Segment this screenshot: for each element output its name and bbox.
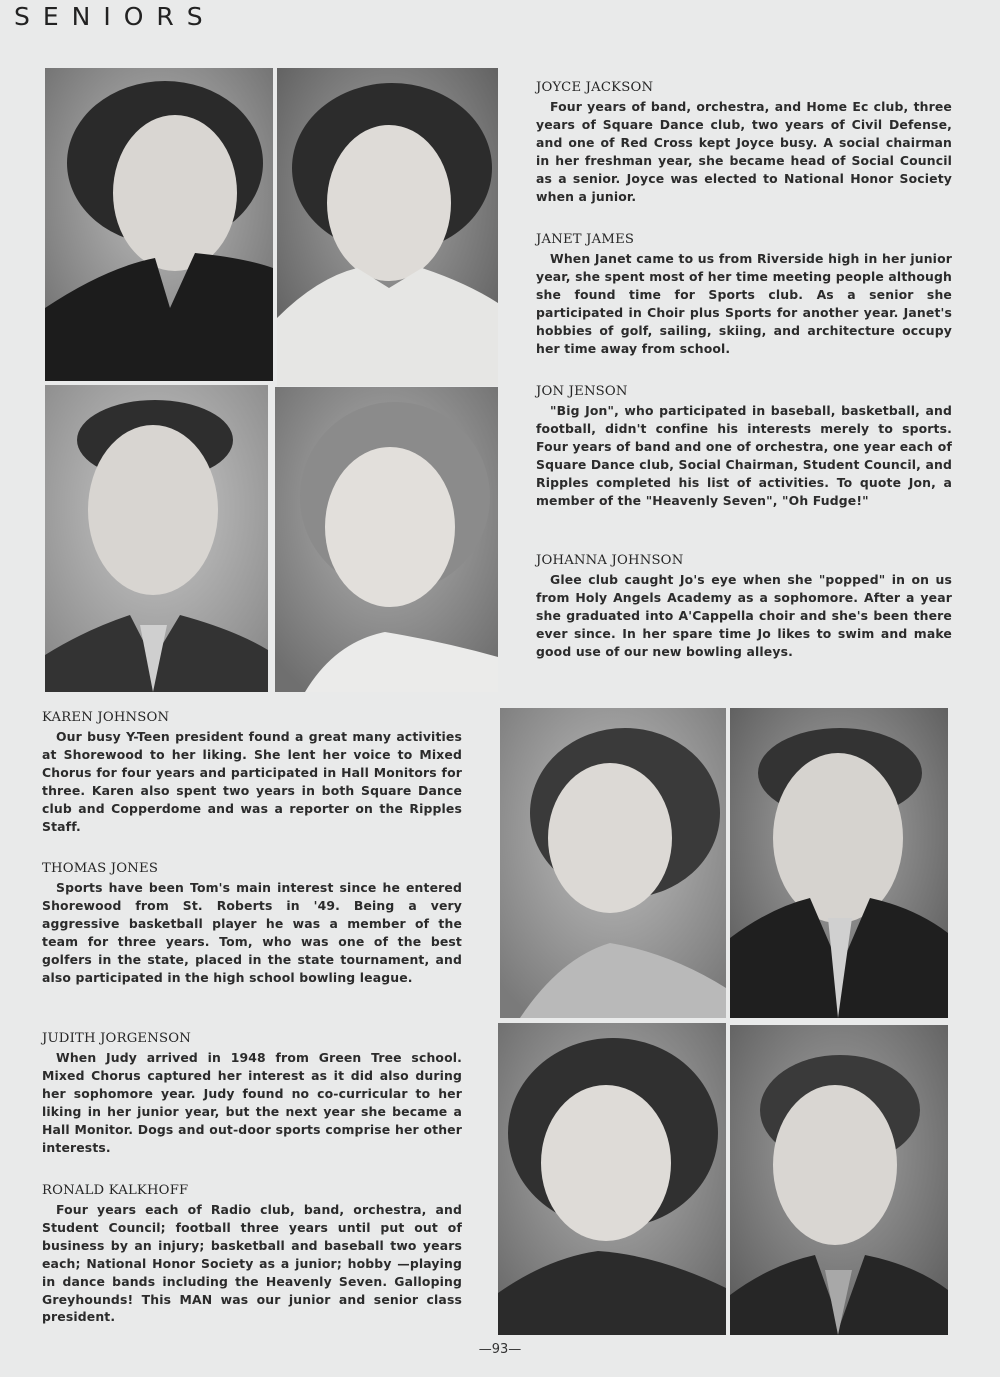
senior-bio: Sports have been Tom's main interest since he entered Shorewood from St. Roberts in '49. Being a very aggressive basketball player he was a member of the team for three years. Tom, who was one of the best golfers in the state, placed in the state tournament, and also participated in the high school bowling league. [42, 880, 462, 985]
senior-entry-thomas-jones [42, 861, 462, 986]
portrait-photo-karen-johnson [500, 708, 726, 1018]
senior-entry-joyce-jackson [536, 80, 952, 205]
senior-entry-janet-james [536, 232, 952, 357]
senior-name: RONALD KALKHOFF [42, 1183, 189, 1198]
senior-bio: Four years of band, orchestra, and Home Ec club, three years of Square Dance club, two years of Civil Defense, and one of Red Cross kept Joyce busy. A social chairman in her freshman year, she became head of Social Council as a senior. Joyce was elected to National Honor Society when a junior. [536, 99, 952, 204]
portrait-photo-janet-james [277, 68, 498, 386]
senior-name: KAREN JOHNSON [42, 710, 170, 725]
portrait-photo-ronald-kalkhoff [730, 1025, 948, 1335]
senior-bio: When Janet came to us from Riverside high in her junior year, she spent most of her time meeting people although she found time for Sports club. As a senior she participated in Choir plus Sports for another year. Janet's hobbies of golf, sailing, skiing, and architecture occupy her time away from school. [536, 251, 952, 356]
senior-entry-karen-johnson [42, 710, 462, 835]
page-number: —93— [478, 1342, 522, 1357]
senior-entry-johanna-johnson [536, 553, 952, 661]
section-title: SENIORS [14, 2, 216, 31]
portrait-photo-johanna-johnson [275, 387, 498, 692]
senior-bio: When Judy arrived in 1948 from Green Tree school. Mixed Chorus captured her interest as it did also during her sophomore year. Judy found no co-curricular to her liking in her junior year, but the next year she became a Hall Monitor. Dogs and out-door sports comprise her other interests. [42, 1050, 462, 1155]
senior-name: THOMAS JONES [42, 861, 159, 876]
portrait-photo-joyce-jackson [45, 68, 273, 381]
senior-bio: Four years each of Radio club, band, orchestra, and Student Council; football three years until put out of business by an injury; basketball and baseball two years each; National Honor Society as a junior; hobby —playing in dance bands including the Heavenly Seven. Galloping Greyhounds! This MAN was our junior and senior class president. [42, 1202, 462, 1325]
senior-name: JON JENSON [536, 384, 628, 399]
portrait-photo-jon-jenson [45, 385, 268, 692]
senior-entry-ronald-kalkhoff [42, 1183, 462, 1326]
senior-bio: "Big Jon", who participated in baseball, basketball, and football, didn't confine his interests merely to sports. Four years of band and one of orchestra, one year each of Square Dance club, Social Chairman, Student Council, and Ripples completed his list of activities. To quote Jon, a member of the "Heavenly Seven", "Oh Fudge!" [536, 403, 952, 508]
senior-name: JANET JAMES [536, 232, 635, 247]
senior-bio: Glee club caught Jo's eye when she "popped" in on us from Holy Angels Academy as a sophomore. After a year she graduated into A'Cappella choir and she's been there ever since. In her spare time Jo likes to swim and make good use of our new bowling alleys. [536, 572, 952, 659]
senior-name: JUDITH JORGENSON [42, 1031, 191, 1046]
senior-name: JOHANNA JOHNSON [536, 553, 684, 568]
portrait-photo-thomas-jones [730, 708, 948, 1018]
portrait-photo-judith-jorgenson [498, 1023, 726, 1335]
senior-entry-jon-jenson [536, 384, 952, 509]
senior-name: JOYCE JACKSON [536, 80, 654, 95]
senior-bio: Our busy Y-Teen president found a great many activities at Shorewood to her liking. She lent her voice to Mixed Chorus for four years and participated in Hall Monitors for three. Karen also spent two years in both Square Dance club and Copperdome and was a reporter on the Ripples Staff. [42, 729, 462, 834]
senior-entry-judith-jorgenson [42, 1031, 462, 1156]
